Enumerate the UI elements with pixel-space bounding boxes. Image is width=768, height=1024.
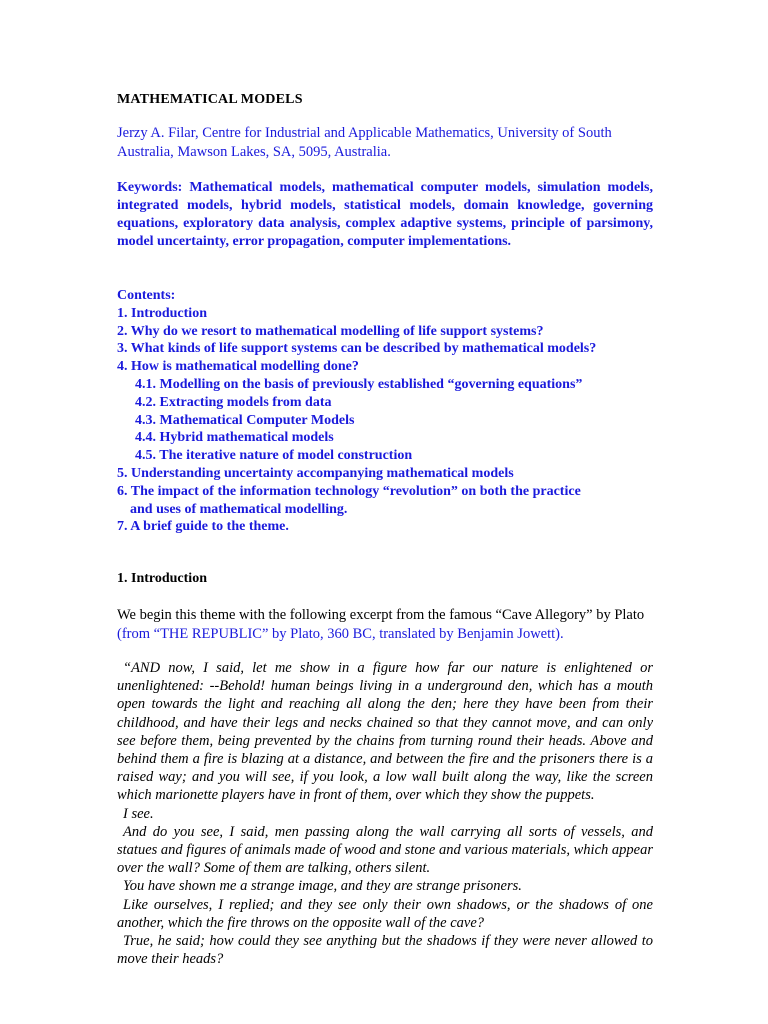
- contents-subitem: 4.2. Extracting models from data: [135, 394, 332, 410]
- contents-subitem: 4.3. Mathematical Computer Models: [135, 412, 355, 428]
- quote-paragraph: Like ourselves, I replied; and they see only their own shadows, or the shadows of one another, which the fire throws on the opposite wall of the cave?: [117, 896, 653, 931]
- plato-quote: [117, 659, 653, 968]
- table-of-contents: [117, 287, 677, 536]
- intro-text: We begin this theme with the following excerpt from the famous “Cave Allegory” by Plato: [117, 607, 645, 623]
- section-heading: 1. Introduction: [117, 571, 207, 586]
- contents-item: 2. Why do we resort to mathematical modelling of life support systems?: [117, 323, 544, 339]
- document-title: MATHEMATICAL MODELS: [117, 92, 303, 107]
- contents-item: 6. The impact of the information technology “revolution” on both the practice: [117, 483, 581, 499]
- contents-item: 3. What kinds of life support systems can be described by mathematical models?: [117, 341, 597, 357]
- contents-subitem: 4.5. The iterative nature of model construction: [135, 448, 413, 464]
- intro-citation: (from “THE REPUBLIC” by Plato, 360 BC, translated by Benjamin Jowett).: [117, 626, 564, 642]
- contents-subitem: 4.4. Hybrid mathematical models: [135, 430, 334, 446]
- contents-heading: Contents:: [117, 288, 176, 303]
- contents-item: 1. Introduction: [117, 305, 207, 321]
- quote-paragraph: You have shown me a strange image, and they are strange prisoners.: [123, 878, 522, 895]
- quote-paragraph: I see.: [123, 805, 154, 822]
- quote-paragraph: True, he said; how could they see anything but the shadows if they were never allowed to move their heads?: [117, 933, 653, 968]
- quote-paragraph: And do you see, I said, men passing along the wall carrying all sorts of vessels, and statues and figures of animals made of wood and stone and various materials, which appear over the wall? Some of them are talking, others silent.: [117, 823, 653, 877]
- contents-item: 4. How is mathematical modelling done?: [117, 359, 359, 375]
- contents-subitem: 4.1. Modelling on the basis of previously established “governing equations”: [135, 376, 583, 392]
- keywords: Keywords: Mathematical models, mathematical computer models, simulation models, integrated models, hybrid models, statistical models, domain knowledge, governing equations, exploratory data analysis, complex adaptive systems, principle of parsimony, model uncertainty, error propagation, computer implementations.: [117, 180, 653, 249]
- contents-item-continuation: and uses of mathematical modelling.: [130, 501, 348, 517]
- quote-paragraph: “AND now, I said, let me show in a figure how far our nature is enlightened or unenlightened: --Behold! human beings living in a underground den, which has a mouth open towards the light and reaching all along the den; here they have been from their childhood, and have their legs and necks chained so that they cannot move, and can only see before them, being prevented by the chains from turning round their heads. Above and behind them a fire is blazing at a distance, and between the fire and the prisoners there is a raised way; and you will see, if you look, a low wall built along the way, like the screen which marionette players have in front of them, over which they show the puppets.: [117, 660, 653, 804]
- intro-paragraph: [117, 606, 657, 644]
- contents-item: 7. A brief guide to the theme.: [117, 519, 289, 535]
- contents-item: 5. Understanding uncertainty accompanying mathematical models: [117, 465, 514, 481]
- author-affiliation: Jerzy A. Filar, Centre for Industrial and Applicable Mathematics, University of South Australia, Mawson Lakes, SA, 5095, Australia.: [117, 125, 612, 160]
